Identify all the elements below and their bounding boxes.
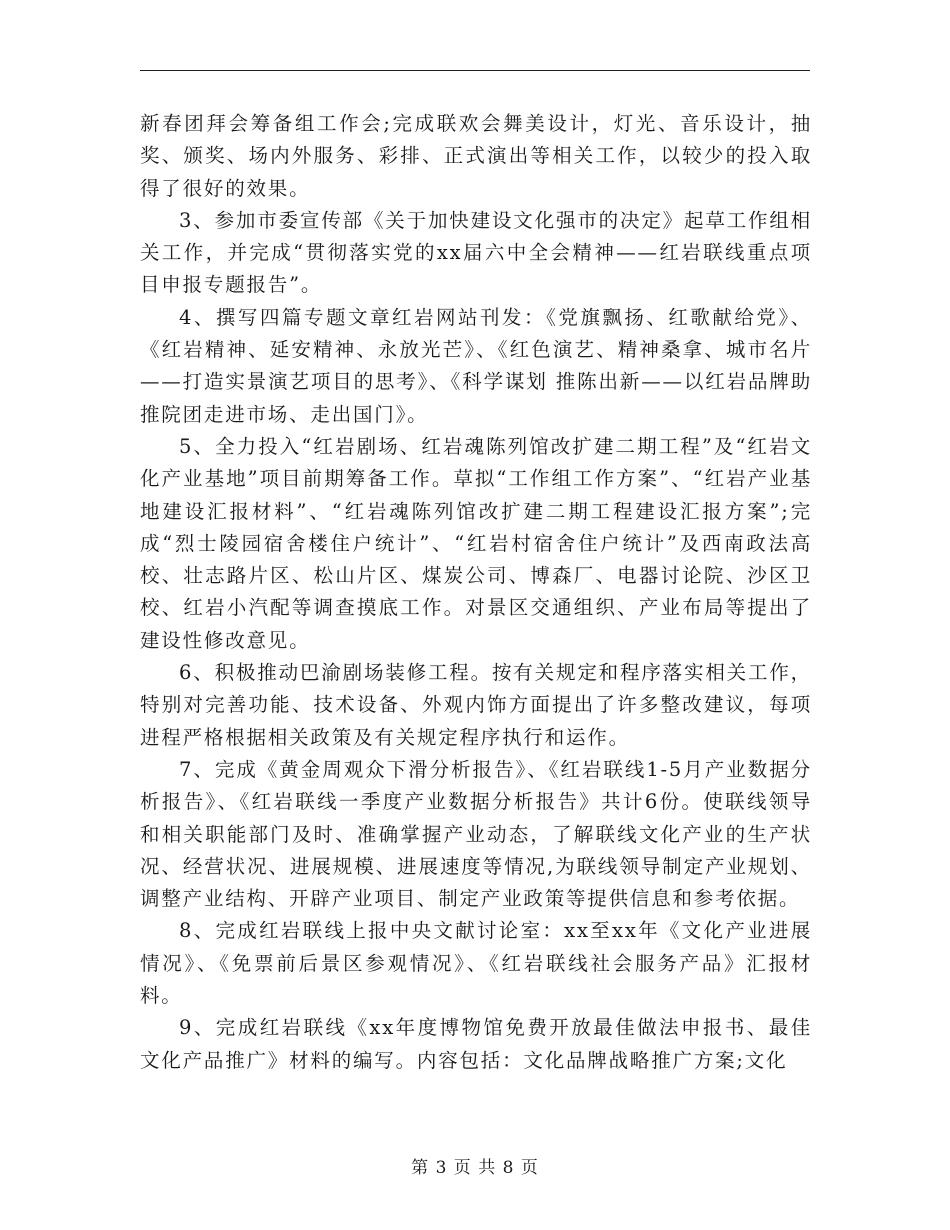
paragraph-item-7: 7、完成《黄金周观众下滑分析报告》、《红岩联线1-5月产业数据分析报告》、《红岩联线一季度产业数据分析报告》共计6份。使联线领导和相关职能部门及时、准确掌握产业动态，了解联线文化产业的生产状况、经营状况、进展规模、进展速度等情况,为联线领导制定产业规划、调整产业结构、开辟产业项目、制定产业政策等提供信息和参考依据。 bbox=[140, 757, 812, 911]
paragraph-item-5: 5、全力投入“红岩剧场、红岩魂陈列馆改扩建二期工程”及“红岩文化产业基地”项目前期筹备工作。草拟“工作组工作方案”、“红岩产业基地建设汇报材料”、“红岩魂陈列馆改扩建二期工程建设汇报方案”;完成“烈士陵园宿舍楼住户统计”、“红岩村宿舍住户统计”及西南政法高校、壮志路片区、松山片区、煤炭公司、博森厂、电器讨论院、沙区卫校、红岩小汽配等调查摸底工作。对景区交通组织、产业布局等提出了建设性修改意见。 bbox=[140, 434, 812, 652]
paragraph-item-6: 6、积极推动巴渝剧场装修工程。按有关规定和程序落实相关工作，特别对完善功能、技术设备、外观内饰方面提出了许多整改建议，每项进程严格根据相关政策及有关规定程序执行和运作。 bbox=[140, 661, 812, 749]
document-body bbox=[140, 108, 812, 1077]
paragraph-item-3: 3、参加市委宣传部《关于加快建设文化强市的决定》起草工作组相关工作，并完成“贯彻落实党的xx届六中全会精神——红岩联线重点项目申报专题报告”。 bbox=[140, 208, 812, 297]
page-footer: 第 3 页 共 8 页 bbox=[411, 1158, 539, 1178]
paragraph-item-9: 9、完成红岩联线《xx年度博物馆免费开放最佳做法申报书、最佳文化产品推广》材料的编写。内容包括：文化品牌战略推广方案;文化 bbox=[140, 1016, 812, 1072]
paragraph-item-4: 4、撰写四篇专题文章红岩网站刊发：《党旗飘扬、红歌献给党》、《红岩精神、延安精神、永放光芒》、《红色演艺、精神桑拿、城市名片——打造实景演艺项目的思考》、《科学谋划 推陈出新——以红岩品牌助推院团走进市场、走出国门》。 bbox=[140, 305, 812, 426]
header-rule bbox=[140, 70, 810, 71]
paragraph-continuation: 新春团拜会筹备组工作会;完成联欢会舞美设计，灯光、音乐设计，抽奖、颁奖、场内外服务、彩排、正式演出等相关工作，以较少的投入取得了很好的效果。 bbox=[140, 112, 812, 200]
paragraph-item-8: 8、完成红岩联线上报中央文献讨论室：xx至xx年《文化产业进展情况》、《免票前后景区参观情况》、《红岩联线社会服务产品》汇报材料。 bbox=[140, 919, 812, 1008]
